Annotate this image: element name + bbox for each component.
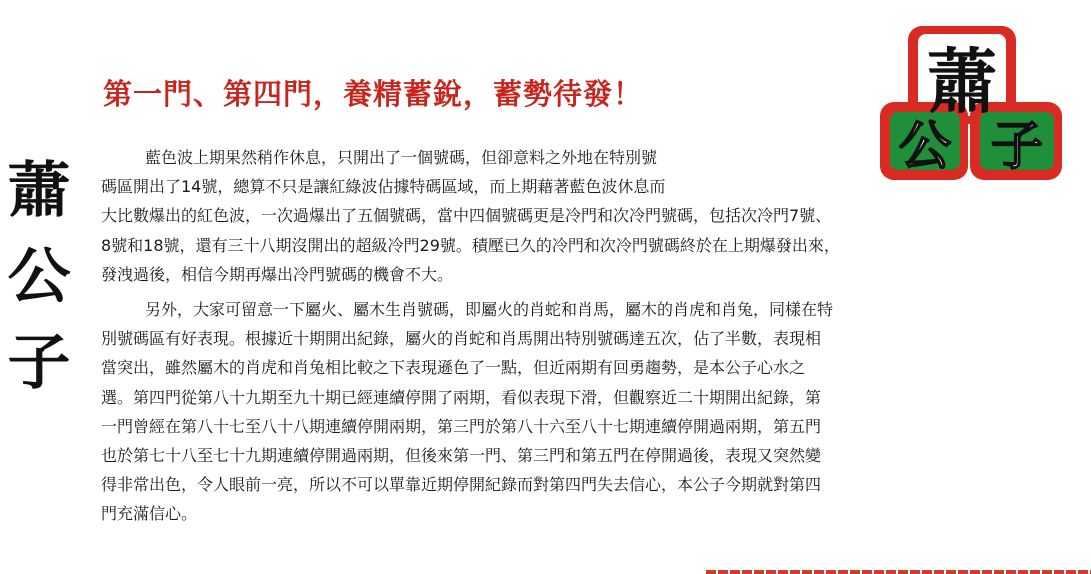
paragraph-line: 得非常出色，令人眼前一亮，所以不可以單靠近期停開紀錄而對第四門失去信心，本公子今期就對第四 bbox=[101, 475, 822, 495]
logo-char-top: 蕭 bbox=[927, 40, 997, 123]
paragraph-line: 當突出，雖然屬木的肖虎和肖兔相比較之下表現遜色了一點，但近兩期有回勇趨勢，是本公子心水之 bbox=[101, 358, 806, 378]
brand-char-1: 蕭 bbox=[7, 156, 71, 226]
paragraph-1 bbox=[101, 143, 1071, 289]
article-body bbox=[101, 143, 1071, 528]
paragraph-line: 一門曾經在第八十七至八十八期連續停開兩期，第三門於第八十六至八十七期連續停開過兩期，第五門 bbox=[101, 416, 822, 436]
paragraph-line: 選。第四門從第八十九期至九十期已經連續停開了兩期，看似表現下滑，但觀察近二十期開出紀錄，第 bbox=[101, 387, 822, 407]
decorative-bottom-border bbox=[706, 570, 1091, 574]
paragraph-line: 碼區開出了14號，總算不只是讓紅綠波佔據特碼區域，而上期藉著藍色波休息而 bbox=[101, 177, 666, 197]
paragraph-line: 也於第七十八至七十九期連續停開過兩期，但後來第一門、第三門和第五門在停開過後，表現又突然變 bbox=[101, 445, 822, 465]
logo-char-left: 公 bbox=[898, 116, 952, 177]
paragraph-line: 發洩過後，相信今期再爆出冷門號碼的機會不大。 bbox=[101, 264, 454, 284]
paragraph-line: 8號和18號，還有三十八期沒開出的超級冷門29號。積壓已久的冷門和次冷門號碼終於在上期爆發出來， bbox=[101, 235, 840, 255]
vertical-brand-name bbox=[6, 148, 72, 406]
paragraph-line: 大比數爆出的紅色波，一次過爆出了五個號碼，當中四個號碼更是冷門和次冷門號碼，包括次冷門7號、 bbox=[101, 206, 832, 226]
paragraph-line: 另外，大家可留意一下屬火、屬木生肖號碼，即屬火的肖蛇和肖馬，屬木的肖虎和肖兔，同樣在特 bbox=[145, 299, 834, 319]
paragraph-line: 藍色波上期果然稍作休息，只開出了一個號碼，但卻意料之外地在特別號 bbox=[145, 148, 658, 167]
logo-char-right: 子 bbox=[990, 116, 1044, 177]
paragraph-line: 別號碼區有好表現。根據近十期開出紀錄，屬火的肖蛇和肖馬開出特別號碼達五次，佔了半數，表現相 bbox=[101, 329, 822, 349]
brand-char-2: 公 bbox=[7, 242, 71, 312]
paragraph-line: 門充滿信心。 bbox=[101, 504, 198, 524]
brand-char-3: 子 bbox=[7, 328, 71, 398]
paragraph-2 bbox=[101, 295, 1071, 529]
article-headline: 第一門、第四門，養精蓄銳，蓄勢待發！ bbox=[103, 77, 644, 111]
